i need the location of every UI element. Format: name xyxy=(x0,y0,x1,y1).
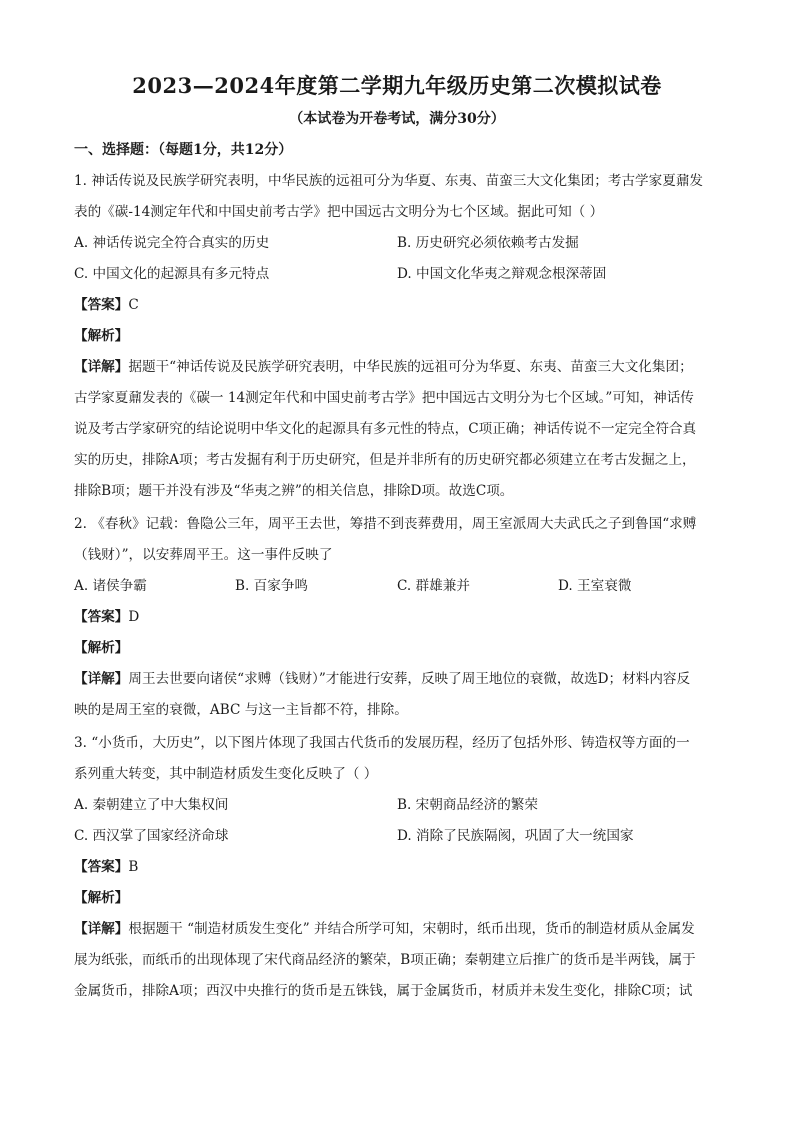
q1-detail-line: 实的历史，排除A项；考古发掘有利于历史研究，但是并非所有的历史研究都必须建立在考古发掘之上， xyxy=(74,452,696,468)
q2-option-a: A. 诸侯争霸 xyxy=(74,578,147,594)
detail-label: 【详解】 xyxy=(74,671,129,687)
q1-stem-line: 1. 神话传说及民族学研究表明，中华民族的远祖可分为华夏、东夷、苗蛮三大文化集团；考古学家夏鼐发 xyxy=(74,173,704,189)
q1-answer xyxy=(74,295,724,315)
section-heading: 一、选择题：（每题1分，共12分） xyxy=(74,142,293,158)
answer-label: 【答案】 xyxy=(74,297,129,313)
q1-option-c: C. 中国文化的起源具有多元特点 xyxy=(74,266,270,282)
answer-label: 【答案】 xyxy=(74,859,129,875)
q2-detail-line xyxy=(74,669,724,689)
q2-detail-line: 映的是周王室的衰微，ABC 与这一主旨都不符，排除。 xyxy=(74,702,408,718)
q2-answer xyxy=(74,607,724,627)
detail-text: 根据题干 “制造材质发生变化” 并结合所学可知，宋朝时，纸币出现，货币的制造材质从金属发 xyxy=(128,921,695,937)
q1-detail-line: 说及考古学家研究的结论说明中华文化的起源具有多元性的特点，C项正确；神话传说不一定完全符合真 xyxy=(74,421,697,437)
answer-label: 【答案】 xyxy=(74,609,129,625)
answer-value: C xyxy=(128,297,139,313)
q2-stem-line: （钱财）”，以安葬周平王。这一事件反映了 xyxy=(74,547,333,563)
q3-analysis-label: 【解析】 xyxy=(74,890,129,906)
q3-detail-line: 展为纸张，而纸币的出现体现了宋代商品经济的繁荣，B项正确；秦朝建立后推广的货币是半两钱，属于 xyxy=(74,952,696,968)
answer-value: D xyxy=(128,609,140,625)
detail-text: 据题干“神话传说及民族学研究表明，中华民族的远祖可分为华夏、东夷、苗蛮三大文化集团； xyxy=(128,359,693,375)
q1-analysis-label: 【解析】 xyxy=(74,328,129,344)
q1-option-b: B. 历史研究必须依赖考古发掘 xyxy=(397,235,579,251)
q3-option-d: D. 消除了民族隔阂，巩固了大一统国家 xyxy=(397,828,634,844)
page-subtitle: （本试卷为开卷考试，满分30分） xyxy=(289,111,505,127)
q3-option-b: B. 宋朝商品经济的繁荣 xyxy=(397,797,538,813)
answer-value: B xyxy=(128,859,139,875)
q2-analysis-label: 【解析】 xyxy=(74,640,129,656)
q2-option-d: D. 王室衰微 xyxy=(558,578,632,594)
q3-detail-line xyxy=(74,919,724,939)
q3-answer xyxy=(74,857,724,877)
detail-text: 周王去世要向诸侯“求赙（钱财）”才能进行安葬，反映了周王地位的衰微，故选D；材料内容反 xyxy=(128,671,691,687)
q3-option-c: C. 西汉掌了国家经济命球 xyxy=(74,828,229,844)
q3-stem-line: 系列重大转变，其中制造材质发生变化反映了（ ） xyxy=(74,766,378,782)
q1-option-d: D. 中国文化华夷之辩观念根深蒂固 xyxy=(397,266,607,282)
q1-option-a: A. 神话传说完全符合真实的历史 xyxy=(74,235,270,251)
q3-detail-line: 金属货币，排除A项；西汉中央推行的货币是五铢钱，属于金属货币，材质并未发生变化，排除C项；试 xyxy=(74,983,693,999)
q2-option-c: C. 群雄兼并 xyxy=(397,578,470,594)
page-title: 2023—2024年度第二学期九年级历史第二次模拟试卷 xyxy=(132,73,662,98)
q1-detail-line: 古学家夏鼐发表的《碳一 14测定年代和中国史前考古学》把中国远古文明分为七个区域。”可知，神话传 xyxy=(74,390,694,406)
q1-detail-line: 排除B项；题干并没有涉及“华夷之辨”的相关信息，排除D项。故选C项。 xyxy=(74,483,514,499)
q3-stem-line: 3. “小货币，大历史”，以下图片体现了我国古代货币的发展历程，经历了包括外形、铸造权等方面的一 xyxy=(74,735,690,751)
detail-label: 【详解】 xyxy=(74,359,129,375)
q1-detail-line xyxy=(74,357,724,377)
q2-option-b: B. 百家争鸣 xyxy=(235,578,309,594)
q1-stem-line: 表的《碳-14测定年代和中国史前考古学》把中国远古文明分为七个区域。据此可知（ ） xyxy=(74,204,604,220)
detail-label: 【详解】 xyxy=(74,921,129,937)
q3-option-a: A. 秦朝建立了中大集权间 xyxy=(74,797,229,813)
q2-stem-line: 2. 《春秋》记载：鲁隐公三年，周平王去世，筹措不到丧葬费用，周王室派周大夫武氏之子到鲁国“求赙 xyxy=(74,516,697,532)
